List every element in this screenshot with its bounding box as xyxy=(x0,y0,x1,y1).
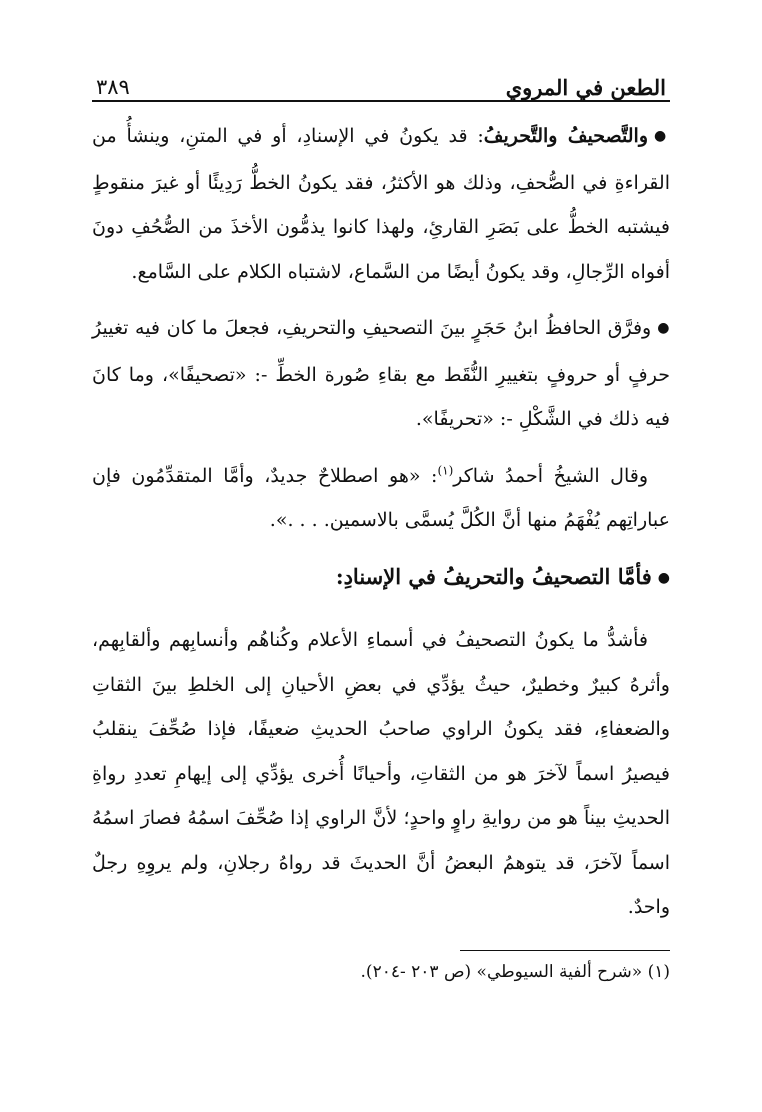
paragraph-text: : قد يكونُ في الإسنادِ، أو في المتنِ، وينشأُ من القراءةِ في الصُّحفِ، وذلك هو الأكثرُ، فقد يكونُ الخطُّ رَدِيئًا أو غيرَ منقوطٍ فيشتبه الخطُّ على بَصَرِ القارئِ، ولهذا كانوا يذمُّون الأخذَ من الصُّحُفِ دونَ أفواه الرِّجالِ، وقد يكونُ أيضًا من السَّماع، لاشتباه الكلام على السَّامع. xyxy=(92,125,670,283)
paragraph-shakir-quote xyxy=(92,454,670,543)
paragraph-text: فأشدُّ ما يكونُ التصحيفُ في أسماءِ الأعلام وكُناهُم وأنسابِهم وألقابِهم، وأثرهُ كبيرٌ وخطيرٌ، حيثُ يؤدِّي في بعضِ الأحيانِ إلى الخلطِ بينَ الثقاتِ والضعفاءِ، فقد يكونُ الراوي صاحبُ الحديثِ ضعيفًا، فإذا صُحِّفَ ينقلبُ فيصيرُ اسماً لآخرَ هو من الثقاتِ، وأحيانًا أُخرى يؤدِّي إلى إيهامِ تعددِ رواةِ الحديثِ بيناً هو من روايةِ راوٍ واحدٍ؛ لأنَّ الراوي إذا صُحِّفَ اسمُهُ فصارَ اسمُهُ اسماً لآخرَ، قد يتوهمُ البعضُ أنَّ الحديثَ قد رواهُ رجلانِ، ولم يروِهِ رجلٌ واحدٌ. xyxy=(92,629,670,918)
paragraph-tashif-definition xyxy=(92,114,670,294)
footnote-separator xyxy=(460,950,670,951)
page-number: ٣٨٩ xyxy=(96,74,130,99)
term-tashif-tahrif: والتَّصحيفُ والتَّحريفُ xyxy=(483,125,648,147)
subheading-text: فأمَّا التصحيفُ والتحريفُ في الإسنادِ: xyxy=(335,563,652,589)
footnote: (١) «شرح ألفية السيوطي» (ص ٢٠٣ -٢٠٤). xyxy=(360,961,670,982)
page-header xyxy=(92,60,670,102)
paragraph-isnad-effects xyxy=(92,618,670,930)
section-subheading xyxy=(92,555,670,603)
paragraph-text: وفرَّق الحافظُ ابنُ حَجَرٍ بينَ التصحيفِ والتحريفِ، فجعلَ ما كان فيه تغييرُ حرفٍ أو حروفٍ بتغييرِ النُّقَط مع بقاءِ صُورة الخطِّ -: «تصحيفًا»، وما كانَ فيه ذلك في الشَّكْلِ -: «تحريفًا». xyxy=(92,317,670,430)
running-title: الطعن في المروي xyxy=(505,74,666,100)
paragraph-ibn-hajar-distinction xyxy=(92,306,670,442)
footnote-reference: (١) xyxy=(437,463,454,478)
page-body xyxy=(92,114,670,930)
paragraph-text-before-footnote: وقال الشيخُ أحمدُ شاكر xyxy=(453,464,648,487)
paragraph-text-after-footnote: : «هو اصطلاحٌ جديدٌ، وأمَّا المتقدِّمُون فإن عباراتِهم يُفْهَمُ منها أنَّ الكُلَّ يُسمَّى بالاسمين. . . .». xyxy=(92,464,670,531)
